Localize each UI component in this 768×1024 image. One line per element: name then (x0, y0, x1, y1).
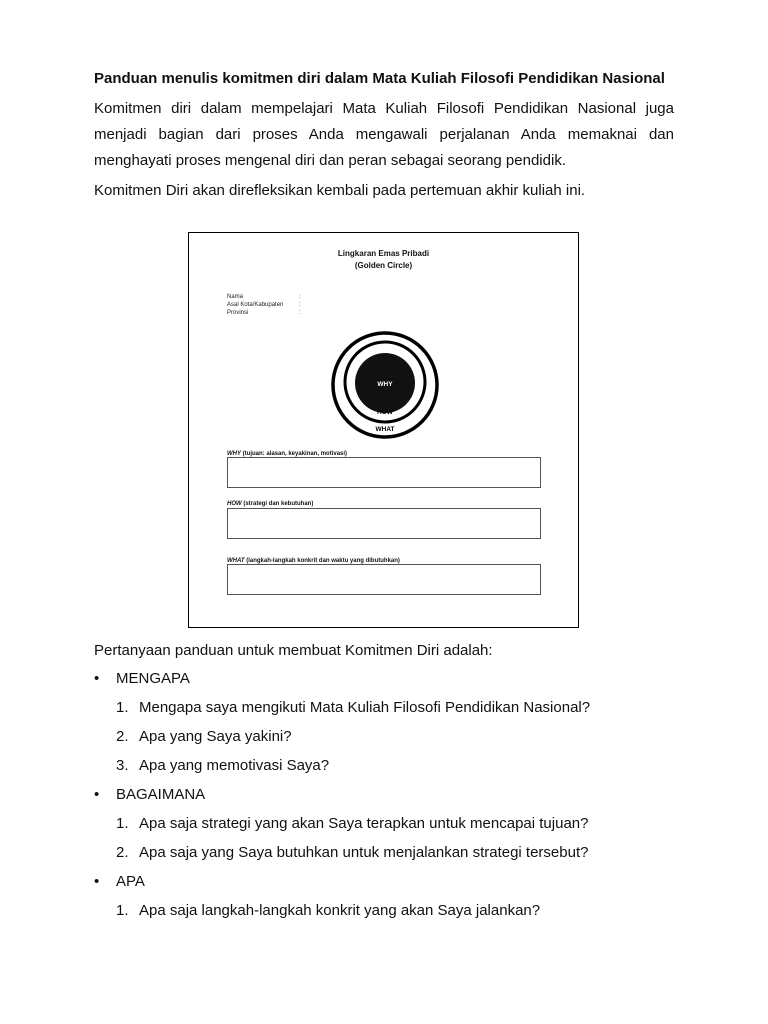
section-heading: BAGAIMANA (116, 786, 206, 803)
list-item (94, 813, 694, 835)
item-text: Apa saja langkah-langkah konkrit yang akan Saya jalankan? (139, 902, 541, 919)
why-desc: (tujuan: alasan, keyakinan, motivasi) (241, 451, 348, 457)
form-field-label: Provinsi (227, 310, 249, 316)
item-number: 2. (116, 844, 129, 861)
list-item (94, 697, 694, 719)
how-box-label (227, 500, 313, 508)
list-item (94, 726, 694, 748)
golden-circle-figure (188, 232, 579, 628)
section-heading: APA (116, 873, 145, 890)
reflection-note: Komitmen Diri akan direfleksikan kembali pada pertemuan akhir kuliah ini. (94, 182, 586, 199)
item-text: Apa saja yang Saya butuhkan untuk menjalankan strategi tersebut? (139, 844, 589, 861)
section-heading: MENGAPA (116, 670, 190, 687)
item-number: 1. (116, 902, 129, 919)
how-desc: (strategi dan kebutuhan) (241, 501, 314, 507)
document-title: Panduan menulis komitmen diri dalam Mata Kuliah Filosofi Pendidikan Nasional (94, 70, 665, 87)
item-text: Apa yang memotivasi Saya? (139, 757, 330, 774)
how-label: HOW (377, 409, 393, 416)
figure-title: Lingkaran Emas Pribadi (337, 249, 430, 258)
what-desc: (langkah-langkah konkrit dan waktu yang dibutuhkan) (244, 558, 400, 564)
bullet-dot: • (94, 786, 100, 803)
item-number: 3. (116, 757, 129, 774)
what-label: WHAT (375, 426, 395, 433)
section-mengapa (94, 668, 694, 690)
item-number: 1. (116, 815, 129, 832)
document-body (94, 66, 674, 204)
what-answer-box[interactable] (227, 564, 541, 595)
item-text: Mengapa saya mengikuti Mata Kuliah Filosofi Pendidikan Nasional? (139, 699, 591, 716)
bullet-dot: • (94, 873, 100, 890)
why-answer-box[interactable] (227, 457, 541, 488)
form-field-label: Nama (227, 294, 244, 300)
how-key: HOW (227, 501, 242, 507)
section-apa (94, 871, 694, 893)
item-text: Apa yang Saya yakini? (139, 728, 292, 745)
item-number: 2. (116, 728, 129, 745)
questions-intro: Pertanyaan panduan untuk membuat Komitmen Diri adalah: (94, 642, 493, 659)
form-field-colon: : (299, 294, 301, 300)
item-number: 1. (116, 699, 129, 716)
why-label: WHY (377, 381, 393, 388)
list-item (94, 900, 694, 922)
bullet-dot: • (94, 670, 100, 687)
why-key: WHY (227, 451, 241, 457)
guide-questions (94, 640, 694, 929)
figure-subtitle: (Golden Circle) (354, 261, 413, 270)
list-item (94, 755, 694, 777)
form-field-colon: : (299, 310, 301, 316)
section-bagaimana (94, 784, 694, 806)
form-field-colon: : (299, 302, 301, 308)
how-answer-box[interactable] (227, 508, 541, 539)
intro-paragraph: Komitmen diri dalam mempelajari Mata Kuliah Filosofi Pendidikan Nasional juga menjadi bagian dari proses Anda mengawali perjalanan Anda memaknai dan menghayati proses mengenal diri dan peran sebagai seorang pendidik. (94, 100, 674, 169)
list-item (94, 842, 694, 864)
what-key: WHAT (227, 558, 245, 564)
item-text: Apa saja strategi yang akan Saya terapkan untuk mencapai tujuan? (139, 815, 589, 832)
form-field-label: Asal Kota/Kabupaten (227, 302, 284, 308)
